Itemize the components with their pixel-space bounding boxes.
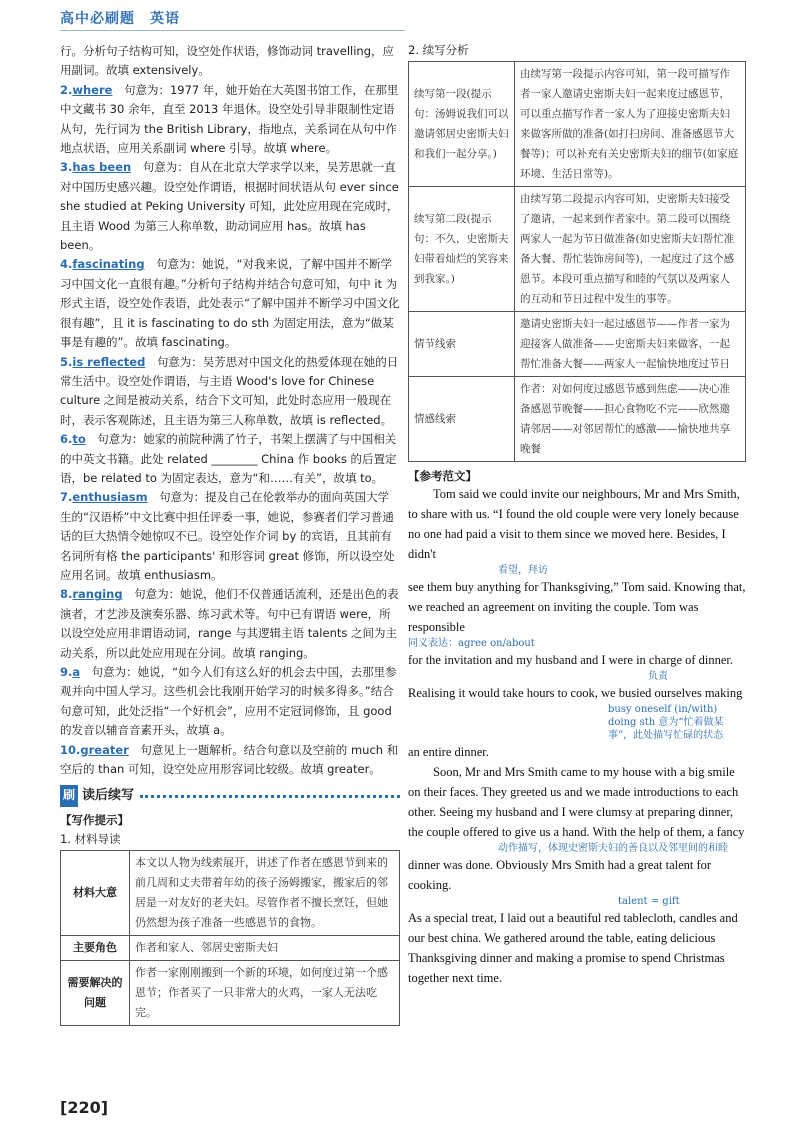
annotation-charge: 负责	[648, 671, 668, 682]
answer-list	[60, 81, 400, 780]
item-number: 5.	[60, 354, 73, 369]
item-number: 6.	[60, 432, 73, 447]
answer-item	[60, 353, 400, 431]
answer-item	[60, 741, 400, 780]
sample-paragraph: As a special treat, I laid out a beautiful red tablecloth, candles and our best china. We gathered around the table, eating delicious Thanksgiving dinner and making a promise to spend Christmas together next time.	[408, 911, 738, 985]
item-number: 3.	[60, 160, 73, 175]
row-value: 作者：对如何度过感恩节感到焦虑——决心准备感恩节晚餐——担心食物吃不完——欣然邀请邻居——对邻居帮忙的感激——愉快地共享晚餐	[515, 377, 746, 462]
annotation-visit: 看望，拜访	[498, 565, 548, 576]
item-answer: greater	[80, 742, 129, 757]
row-value: 由续写第一段提示内容可知，第一段可描写作者一家人邀请史密斯夫妇一起来度过感恩节，可以重点描写作者一家人为了迎接史密斯夫妇来做客所做的准备(如打扫房间、准备感恩节大餐等)；可以补充有关史密斯夫妇的细节(如家庭环境、生活日常等)。	[515, 62, 746, 187]
answer-item	[60, 158, 400, 255]
annotation-agree: 同义表达：agree on/about	[408, 638, 535, 649]
row-key: 续写第一段(提示句：汤姆说我们可以邀请邻居史密斯夫妇和我们一起分享。)	[409, 62, 515, 187]
sample-paragraph: an entire dinner.	[408, 745, 489, 759]
page-number: [220]	[60, 1098, 109, 1117]
material-table	[60, 850, 400, 1026]
right-column	[408, 42, 746, 988]
annotation-talent: talent = gift	[618, 896, 680, 907]
section-badge: 刷	[60, 785, 78, 806]
row-value: 邀请史密斯夫妇一起过感恩节——作者一家为迎接客人做准备——史密斯夫妇来做客，一起帮忙准备大餐——两家人一起愉快地度过节日	[515, 312, 746, 377]
item-explanation: 句意为：她说，他们不仅普通话流利，还是出色的表演者，才艺涉及演奏乐器、练习武术等。句中已有谓语 were，所以设空处应用非谓语动词，range 与其逻辑主语 talents 之间为主动关系，所以此处应用现在分词。故填 ranging。	[60, 587, 399, 660]
item-answer: is reflected	[72, 354, 146, 369]
item-explanation: 句意为：自从在北京大学求学以来，吴芳思就一直对中国历史感兴趣。设空处作谓语，根据时间状语从句 ever since she studied at Peking University 可知，此处应用现在完成时，且主语 Wood 为第三人称单数，助动词应用 has。故填 has been。	[60, 160, 399, 253]
item-explanation: 句意为：她说，“如今人们有这么好的机会去中国，去那里参观并向中国人学习。这些机会比我刚开始学习的时候多得多。”结合句意可知，此处泛指“一个好机会”，应用不定冠词修饰，且 good 的发音以辅音音素开头，故填 a。	[60, 665, 397, 738]
row-key: 续写第二段(提示句：不久，史密斯夫妇带着灿烂的笑容来到我家。)	[409, 187, 515, 312]
answer-item	[60, 255, 400, 352]
row-key: 主要角色	[61, 935, 130, 960]
item-answer: has been	[72, 160, 132, 175]
row-value: 由续写第二段提示内容可知，史密斯夫妇接受了邀请，一起来到作者家中。第二段可以围绕两家人一起为节日做准备(如史密斯夫妇帮忙准备大餐、帮忙装饰房间等)，一起度过了这个感恩节。本段可重点描写和睦的气氛以及两家人的互动和节日过程中发生的事等。	[515, 187, 746, 312]
row-value: 作者一家刚刚搬到一个新的环境，如何度过第一个感恩节；作者买了一只非常大的火鸡，一家人无法吃完。	[130, 960, 400, 1025]
item-explanation: 句意为：提及自己在伦敦举办的面向英国大学生的“汉语桥”中文比赛中担任评委一事，她说，参赛者们学习普通话的巨大热情令她惊叹不已。设空处作介词 by 的宾语，且其前有名词所有格 the participants' 和形容词 great 修饰，所以设空处应用名词。故填 enthusiasm。	[60, 490, 395, 582]
item-number: 4.	[60, 257, 73, 272]
row-key: 需要解决的问题	[61, 960, 130, 1025]
item-answer: to	[72, 432, 86, 447]
writing-tip-label: 【写作提示】	[60, 812, 129, 827]
sample-paragraph: for the invitation and my husband and I were in charge of dinner.	[408, 653, 734, 667]
answer-item	[60, 430, 400, 488]
sample-paragraph: dinner was done. Obviously Mrs Smith had a great talent for cooking.	[408, 858, 712, 892]
sample-essay	[408, 484, 746, 988]
sample-paragraph: Tom said we could invite our neighbours, Mr and Mrs Smith, to share with us. “I found the old couple were very lonely because no one had paid a visit to them since we moved here. Besides, I didn't	[408, 487, 740, 561]
row-value: 作者和家人、邻居史密斯夫妇	[130, 935, 400, 960]
table-row	[409, 377, 746, 462]
table-row	[409, 312, 746, 377]
item-answer: fascinating	[72, 257, 145, 272]
annotation-busy: busy oneself (in/with) doing sth 意为“忙着做某事”，此处描写忙碌的状态	[608, 704, 724, 741]
table-row	[409, 187, 746, 312]
table-row	[61, 960, 400, 1025]
item-answer: enthusiasm	[72, 490, 148, 505]
answer-item	[60, 81, 400, 159]
section-divider	[140, 795, 400, 798]
item-explanation: 句意为：吴芳思对中国文化的热爱体现在她的日常生活中。设空处作谓语，与主语 Wood's love for Chinese culture 之间是被动关系，结合下文可知，此处时态应用一般现在时，表示客观陈述，且主语为第三人称单数，故填 is reflected。	[60, 354, 399, 427]
item-number: 9.	[60, 665, 73, 679]
item-number: 7.	[60, 490, 73, 505]
answer-item	[60, 663, 400, 741]
table-row	[61, 850, 400, 935]
page-header: 高中必刷题 英语	[60, 11, 180, 27]
item-explanation: 句意见上一题解析。结合句意以及空前的 much 和空后的 than 可知，设空处应用形容词比较级。故填 greater。	[60, 742, 399, 777]
sample-paragraph: Soon, Mr and Mrs Smith came to my house with a big smile on their faces. They greeted us and we made introductions to each other. Seeing my husband and I were clumsy at preparing dinner, the couple offered to give us a hand. With the help of them, a fancy	[408, 765, 745, 839]
answer-item	[60, 585, 400, 663]
left-column	[60, 42, 400, 1026]
table-row	[61, 935, 400, 960]
sample-paragraph: Realising it would take hours to cook, we busied ourselves making	[408, 686, 743, 700]
item-explanation: 句意为：她家的前院种满了竹子，书架上摆满了与中国相关的中英文书籍。此处 related ________ China 作 books 的后置定语，be related to 为固定表达，意为“和……有关”，故填 to。	[60, 432, 397, 485]
row-key: 情感线索	[409, 377, 515, 462]
analysis-label: 2. 续写分析	[408, 43, 469, 57]
intro-paragraph: 行。分析句子结构可知，设空处作状语，修饰动词 travelling，应用副词。故填 extensively。	[60, 44, 394, 78]
answer-item	[60, 488, 400, 585]
header-divider	[60, 30, 405, 31]
sample-label: 【参考范文】	[408, 469, 477, 483]
item-number: 2.	[60, 82, 73, 97]
item-explanation: 句意为：1977 年，她开始在大英图书馆工作，在那里中文藏书 30 余年，直至 2013 年退休。设空处引导非限制性定语从句，先行词为 the British Library，指地点，关系词在从句中作地点状语，应用关系副词 where 引导。故填 where。	[60, 82, 399, 156]
analysis-table	[408, 61, 746, 462]
material-label: 1. 材料导读	[60, 832, 121, 847]
item-number: 10.	[60, 742, 81, 757]
item-number: 8.	[60, 587, 73, 602]
annotation-help: 动作描写，体现史密斯夫妇的善良以及邻里间的和睦	[498, 843, 728, 854]
item-answer: where	[72, 82, 113, 97]
item-answer: a	[72, 665, 81, 679]
row-key: 材料大意	[61, 850, 130, 935]
sample-paragraph: see them buy anything for Thanksgiving,” Tom said. Knowing that, we reached an agreement on inviting the couple. Tom was responsible	[408, 580, 746, 634]
item-explanation: 句意为：她说，“对我来说，了解中国并不断学习中国文化一直很有趣。”分析句子结构并结合句意可知，句中 it 为形式主语，设空处作表语，此处表示“了解中国并不断学习中国文化很有趣”，且 it is fascinating to do sth 为固定用法，意为“做某事是有趣的”。故填 fascinating。	[60, 257, 400, 350]
item-answer: ranging	[72, 587, 123, 602]
row-key: 情节线索	[409, 312, 515, 377]
section-title: 读后续写	[82, 788, 135, 804]
table-row	[409, 62, 746, 187]
section-heading	[60, 785, 400, 806]
row-value: 本文以人物为线索展开，讲述了作者在感恩节到来的前几周和丈夫带着年幼的孩子汤姆搬家，搬家后的邻居是一对友好的老夫妇。尽管作者不擅长烹饪，但她仍然想为孩子准备一些感恩节的食物。	[130, 850, 400, 935]
